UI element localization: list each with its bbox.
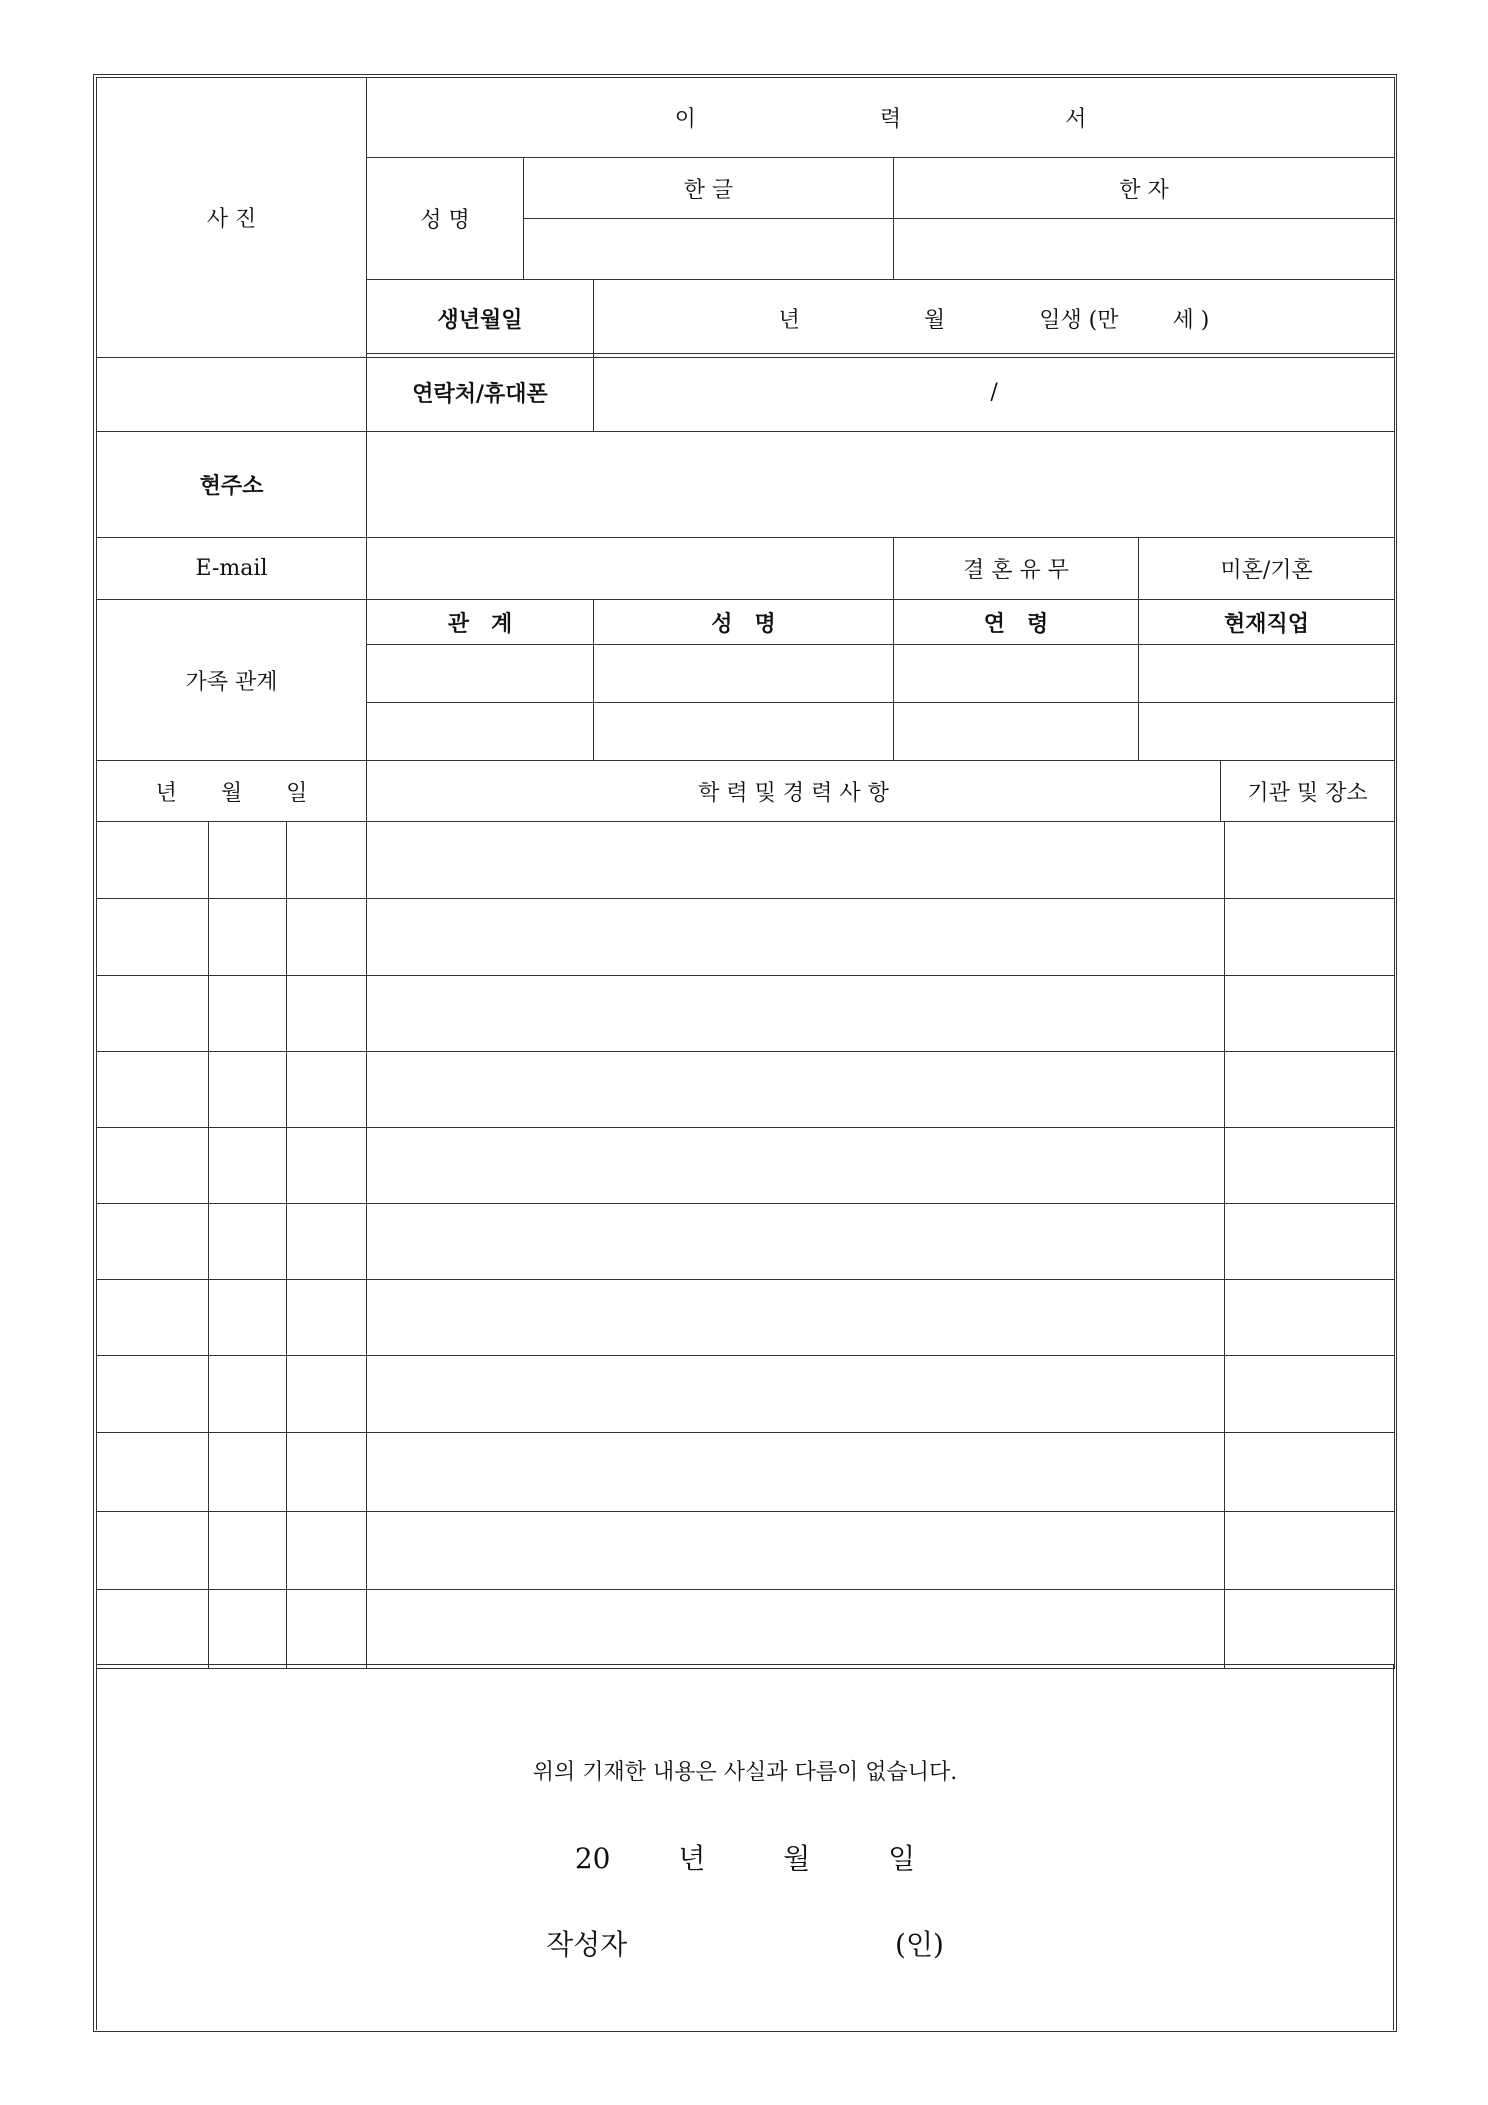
date-year-label: 년 [678, 1842, 706, 1875]
history-day-cell[interactable] [287, 1052, 367, 1128]
birth-year-label: 년 [778, 308, 800, 333]
address-label: 현주소 [97, 432, 367, 538]
history-month-cell[interactable] [209, 899, 287, 976]
contact-separator: / [990, 380, 998, 405]
marriage-value[interactable]: 미혼/기혼 [1139, 538, 1395, 600]
history-content-cell[interactable] [367, 1204, 1225, 1280]
declaration-statement: 위의 기재한 내용은 사실과 다름이 없습니다. [532, 1760, 958, 1785]
history-year-cell[interactable] [97, 1433, 209, 1512]
history-day-cell[interactable] [287, 1204, 367, 1280]
history-month-cell[interactable] [209, 822, 287, 899]
marriage-label: 결 혼 유 무 [894, 538, 1139, 600]
family-header-name: 성 명 [594, 600, 894, 645]
photo-box[interactable] [97, 78, 367, 358]
date-month-label: 월 [783, 1842, 811, 1875]
history-place-cell[interactable] [1225, 976, 1395, 1052]
title-char-2: 력 [879, 107, 902, 132]
history-content-cell[interactable] [367, 1433, 1225, 1512]
name-hanja-field[interactable] [894, 219, 1395, 280]
history-place-cell[interactable] [1225, 1128, 1395, 1204]
history-day-cell[interactable] [287, 1512, 367, 1590]
history-place-cell[interactable] [1225, 1356, 1395, 1433]
title-char-3: 서 [1065, 107, 1087, 132]
history-day-cell[interactable] [287, 1128, 367, 1204]
history-place-cell[interactable] [1225, 1433, 1395, 1512]
history-content-cell[interactable] [367, 1128, 1225, 1204]
history-place-cell[interactable] [1225, 822, 1395, 899]
history-month-cell[interactable] [209, 1052, 287, 1128]
birth-age-end-label: 세 ) [1172, 308, 1210, 333]
history-content-cell[interactable] [367, 1356, 1225, 1433]
writer-label: 작성자 [546, 1928, 628, 1961]
history-year-cell[interactable] [97, 1356, 209, 1433]
history-year-cell[interactable] [97, 822, 209, 899]
history-row [97, 1512, 1395, 1590]
history-year-cell[interactable] [97, 1590, 209, 1669]
history-month-cell[interactable] [209, 1356, 287, 1433]
history-place-cell[interactable] [1225, 899, 1395, 976]
history-year-cell[interactable] [97, 1280, 209, 1356]
family-cell[interactable] [367, 645, 594, 703]
name-label: 성 명 [367, 158, 524, 280]
history-year-cell[interactable] [97, 1052, 209, 1128]
history-day-cell[interactable] [287, 822, 367, 899]
name-korean-header: 한 글 [524, 158, 894, 219]
birth-month-label: 월 [923, 308, 946, 333]
resume-form-lower [96, 353, 1395, 822]
history-place-cell[interactable] [1225, 1590, 1395, 1669]
family-header-age: 연 령 [894, 600, 1139, 645]
history-content-cell[interactable] [367, 822, 1225, 899]
history-month-cell[interactable] [209, 1433, 287, 1512]
history-table [96, 821, 1395, 1669]
birth-field[interactable] [594, 280, 1395, 358]
history-content-cell[interactable] [367, 1280, 1225, 1356]
photo-label: 사 진 [206, 207, 257, 232]
family-cell[interactable] [894, 645, 1139, 703]
history-month-cell[interactable] [209, 976, 287, 1052]
history-year-cell[interactable] [97, 1512, 209, 1590]
history-content-cell[interactable] [367, 899, 1225, 976]
history-day-cell[interactable] [287, 976, 367, 1052]
name-korean-field[interactable] [524, 219, 894, 280]
name-hanja-header: 한 자 [894, 158, 1395, 219]
history-day-cell[interactable] [287, 899, 367, 976]
seal-label[interactable]: (인) [895, 1928, 944, 1961]
family-cell[interactable] [594, 645, 894, 703]
history-place-cell[interactable] [1225, 1204, 1395, 1280]
history-content-cell[interactable] [367, 1052, 1225, 1128]
history-content-cell[interactable] [367, 1590, 1225, 1669]
birth-label: 생년월일 [367, 280, 594, 358]
contact-label: 연락처/휴대폰 [367, 354, 594, 432]
history-place-header: 기관 및 장소 [1221, 761, 1395, 822]
history-content-cell[interactable] [367, 976, 1225, 1052]
history-row [97, 1052, 1395, 1128]
family-cell[interactable] [1139, 645, 1395, 703]
declaration-date [97, 1837, 1393, 1877]
family-cell[interactable] [594, 703, 894, 761]
history-year-cell[interactable] [97, 1128, 209, 1204]
history-month-cell[interactable] [209, 1512, 287, 1590]
footer-table [96, 1664, 1394, 2030]
email-field[interactable] [367, 538, 894, 600]
history-row [97, 1590, 1395, 1669]
history-row [97, 976, 1395, 1052]
family-header-job: 현재직업 [1139, 600, 1395, 645]
resume-form [96, 77, 1395, 358]
history-date-header: 년 월 일 [97, 761, 367, 822]
history-day-cell[interactable] [287, 1356, 367, 1433]
history-month-cell[interactable] [209, 1204, 287, 1280]
history-row [97, 899, 1395, 976]
date-prefix: 20 [574, 1842, 611, 1875]
family-label: 가족 관계 [97, 600, 367, 761]
history-place-cell[interactable] [1225, 1512, 1395, 1590]
history-day-cell[interactable] [287, 1433, 367, 1512]
address-field[interactable] [367, 432, 1395, 538]
history-row [97, 1204, 1395, 1280]
history-month-cell[interactable] [209, 1128, 287, 1204]
history-year-cell[interactable] [97, 1204, 209, 1280]
history-row [97, 1356, 1395, 1433]
family-cell[interactable] [367, 703, 594, 761]
writer-signature-line [97, 1923, 1393, 1963]
history-row [97, 1433, 1395, 1512]
history-month-cell[interactable] [209, 1590, 287, 1669]
history-place-cell[interactable] [1225, 1052, 1395, 1128]
photo-box-bottom [97, 354, 367, 432]
history-year-cell[interactable] [97, 976, 209, 1052]
history-day-cell[interactable] [287, 1590, 367, 1669]
history-content-header: 학 력 및 경 력 사 항 [367, 761, 1221, 822]
family-cell[interactable] [894, 703, 1139, 761]
family-cell[interactable] [1139, 703, 1395, 761]
history-year-cell[interactable] [97, 899, 209, 976]
date-day-label: 일 [888, 1842, 916, 1875]
history-content-cell[interactable] [367, 1512, 1225, 1590]
history-place-cell[interactable] [1225, 1280, 1395, 1356]
document-title [367, 78, 1395, 158]
history-month-cell[interactable] [209, 1280, 287, 1356]
birth-day-age-label: 일생 (만 [1039, 308, 1119, 333]
history-row [97, 1280, 1395, 1356]
history-row [97, 822, 1395, 899]
history-day-cell[interactable] [287, 1280, 367, 1356]
title-char-1: 이 [674, 107, 696, 132]
contact-field[interactable] [594, 354, 1395, 432]
history-row [97, 1128, 1395, 1204]
declaration-box [97, 1665, 1394, 2030]
email-label: E-mail [97, 538, 367, 600]
family-header-relation: 관 계 [367, 600, 594, 645]
